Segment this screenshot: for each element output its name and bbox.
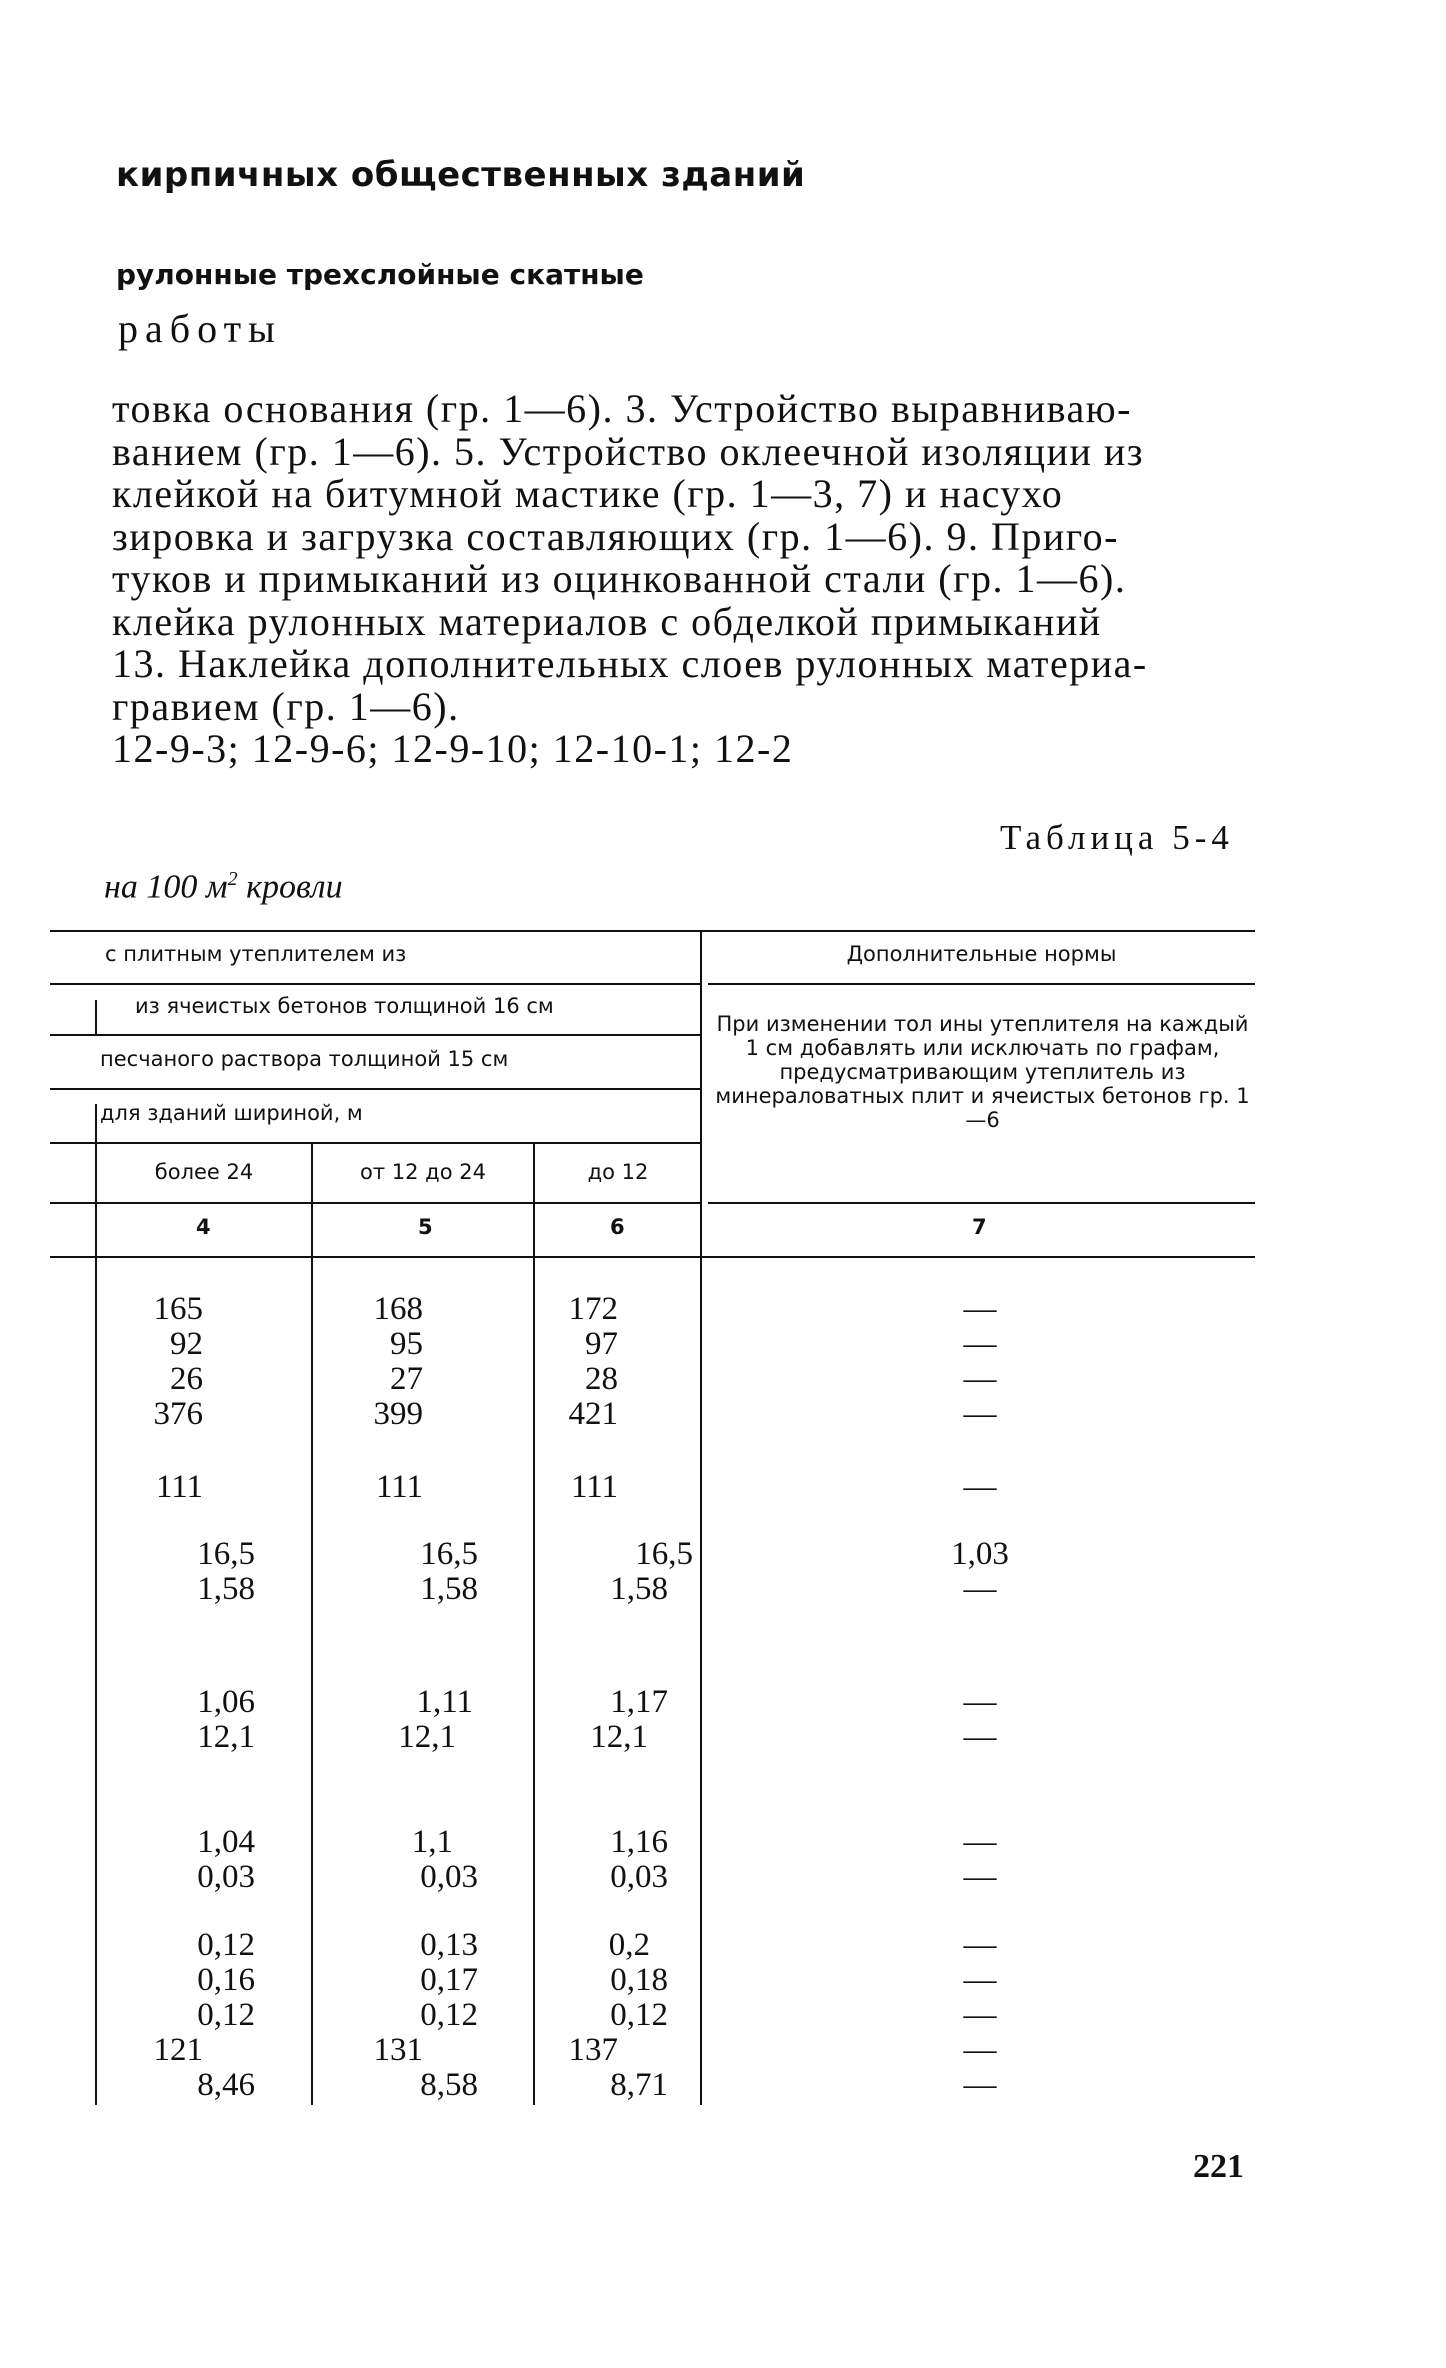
unit-tail: кровли [237,868,343,906]
table-cell: 12,1 [590,1719,648,1755]
table-cell: 1,58 [197,1571,255,1607]
table-cell: 168 [373,1291,423,1327]
table-cell: — [963,1684,997,1720]
table-cell: 1,58 [420,1571,478,1607]
table-cell: 0,12 [197,1927,255,1963]
table-cell: 1,17 [610,1684,668,1720]
table-cell: — [963,1469,997,1505]
table-cell: — [963,1361,997,1397]
extra-norms-header: Дополнительные нормы [846,942,1117,966]
paragraph-line: клейка рулонных материалов с обделкой примыканий [112,598,1102,644]
work-description [112,388,1272,771]
header-rule [50,983,702,985]
header-rule [50,1202,702,1204]
extra-norms-note: При изменении тол ины утеплителя на каждый 1 см добавлять или исключать по графам, предусматривающим утеплитель из минераловатных плит и ячеистых бетонов гр. 1—6 [715,1012,1250,1132]
table-cell: 111 [570,1469,618,1505]
table-cell: 421 [568,1396,618,1432]
table-number: Таблица 5-4 [1000,818,1234,857]
paragraph-line: 12-9-3; 12-9-6; 12-9-10; 12-10-1; 12-2 [112,726,794,771]
paragraph-line: товка основания (гр. 1—6). 3. Устройство выравниваю- [112,386,1132,431]
table-cell: 1,11 [416,1684,473,1720]
table-cell: 0,13 [420,1927,478,1963]
paragraph-line: зировка и загрузка составляющих (гр. 1—6). 9. Приго- [112,513,1120,559]
table-cell: 1,04 [197,1824,255,1860]
column-number: 7 [972,1215,987,1239]
table-cell: — [963,1997,997,2033]
column-divider [95,1104,97,1142]
col-header-over24: более 24 [154,1160,254,1184]
column-divider [700,930,702,2105]
header-rule [50,1088,702,1090]
table-cell: 0,2 [608,1927,650,1963]
table-cell: 92 [170,1326,203,1362]
col-header-under12: до 12 [587,1160,649,1184]
table-cell: 27 [390,1361,423,1397]
table-cell: 8,46 [197,2067,255,2103]
paragraph-line: ванием (гр. 1—6). 5. Устройство оклеечной изоляции из [112,428,1145,474]
page-number: 221 [1193,2148,1244,2185]
paragraph-line: гравием (гр. 1—6). [112,683,460,729]
table-cell: 111 [375,1469,423,1505]
table-cell: 12,1 [197,1719,255,1755]
column-number: 6 [610,1215,625,1239]
header-rule [50,1256,1255,1258]
table-cell: 12,1 [398,1719,456,1755]
table-cell: 0,03 [420,1859,478,1895]
table-cell: 1,58 [610,1571,668,1607]
table-cell: 0,18 [610,1962,668,1998]
table-cell: 97 [585,1326,618,1362]
header-row-cellular: из ячеистых бетонов толщиной 16 см [135,994,554,1018]
table-cell: — [963,1396,997,1432]
table-cell: 16,5 [420,1536,478,1572]
table-cell: — [963,2067,997,2103]
header-row-slabs: с плитным утеплителем из [105,942,407,966]
col-header-12to24: от 12 до 24 [360,1160,486,1184]
table-cell: 0,16 [197,1962,255,1998]
table-cell: — [963,1326,997,1362]
table-cell: — [963,1291,997,1327]
table-cell: 0,12 [197,1997,255,2033]
column-divider [95,1000,97,1034]
table-cell: 376 [153,1396,203,1432]
unit-label [104,868,343,906]
table-cell: 111 [155,1469,203,1505]
header-rule [50,1034,702,1036]
unit-superscript: 2 [227,868,238,890]
table-cell: 95 [390,1326,423,1362]
table-cell: 16,5 [635,1536,693,1572]
table-cell: 131 [373,2032,423,2068]
table-cell: 8,58 [420,2067,478,2103]
unit-text: на 100 м [104,868,228,906]
table-top-rule [50,930,1255,932]
table-cell: 0,12 [610,1997,668,2033]
column-divider [533,1142,535,2105]
table-cell: — [963,1927,997,1963]
table-cell: — [963,2032,997,2068]
table-cell: 165 [153,1291,203,1327]
table-cell: 121 [153,2032,203,2068]
section-subtitle: рулонные трехслойные скатные [116,258,644,291]
column-number: 5 [418,1215,433,1239]
table-cell: 172 [568,1291,618,1327]
column-divider [311,1142,313,2105]
header-rule [50,1142,702,1144]
table-cell: — [963,1571,997,1607]
works-heading: работы [118,306,282,351]
table-cell: 0,03 [610,1859,668,1895]
table-cell: 137 [568,2032,618,2068]
section-title: кирпичных общественных зданий [116,155,806,195]
table-cell: 1,1 [411,1824,453,1860]
header-row-sand: песчаного раствора толщиной 15 см [100,1047,509,1071]
table-cell: — [963,1719,997,1755]
table-cell: 8,71 [610,2067,668,2103]
header-rule [708,1202,1255,1204]
column-divider [95,1142,97,2105]
paragraph-line: туков и примыканий из оцинкованной стали (гр. 1—6). [112,556,1127,601]
table-cell: 1,16 [610,1824,668,1860]
table-cell: 0,12 [420,1997,478,2033]
table-cell: 0,03 [197,1859,255,1895]
paragraph-line: 13. Наклейка дополнительных слоев рулонных материа- [112,641,1148,686]
table-cell: 0,17 [420,1962,478,1998]
table-cell: — [963,1824,997,1860]
table-cell: 1,06 [197,1684,255,1720]
header-row-width: для зданий шириной, м [100,1101,363,1125]
header-rule [708,983,1255,985]
table-cell: — [963,1859,997,1895]
paragraph-line: клейкой на битумной мастике (гр. 1—3, 7) и насухо [112,471,1064,516]
table-cell: 16,5 [197,1536,255,1572]
table-cell: 28 [585,1361,618,1397]
table-cell: 26 [170,1361,203,1397]
table-cell: 399 [373,1396,423,1432]
column-number: 4 [196,1215,211,1239]
table-cell: 1,03 [951,1536,1009,1572]
table-cell: — [963,1962,997,1998]
